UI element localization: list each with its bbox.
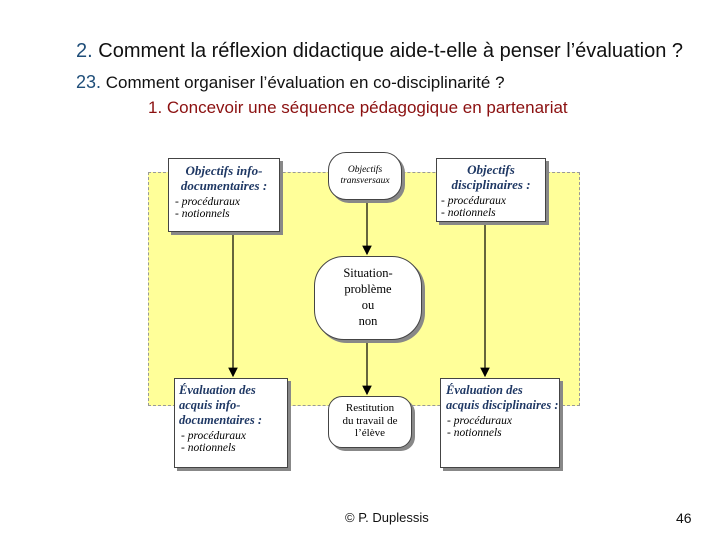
box-objectifs-disciplinaires [436, 158, 546, 222]
box-item: - procéduraux [441, 195, 507, 207]
box-item: - procéduraux [181, 430, 247, 442]
box-item: - procéduraux [175, 196, 241, 208]
box-line: ou [361, 298, 375, 312]
box-line: l’élève [355, 427, 385, 439]
section-title: Comment la réflexion didactique aide-t-elle à penser l’évaluation ? [98, 40, 684, 62]
box-title: Objectifs disciplinaires : [451, 162, 531, 192]
box-item: - procéduraux [447, 415, 513, 427]
box-restitution [328, 396, 412, 448]
box-line: du travail de [342, 414, 398, 427]
box-objectifs-transversaux [328, 152, 402, 200]
box-title: Objectifs transversaux [340, 165, 390, 186]
subsection-number: 23. [76, 72, 102, 92]
box-item: - notionnels [441, 207, 496, 219]
box-situation-probleme [314, 256, 422, 340]
box-title: Évaluation des acquis disciplinaires : [446, 383, 559, 412]
box-title: Évaluation des acquis info-documentaires : [179, 383, 262, 427]
box-evaluation-info-documentaires [174, 378, 288, 468]
box-item: - notionnels [447, 427, 502, 439]
box-evaluation-disciplinaires [440, 378, 560, 468]
footer-credit: © P. Duplessis [345, 510, 429, 525]
section-number: 2. [76, 40, 93, 62]
box-line: problème [344, 282, 392, 296]
box-objectifs-info-documentaires [168, 158, 280, 232]
page-number: 46 [676, 510, 692, 526]
box-item: - notionnels [175, 208, 230, 220]
box-line: non [358, 314, 378, 328]
box-item: - notionnels [181, 442, 236, 454]
box-line: Restitution [345, 402, 395, 414]
subsection-title: Comment organiser l’évaluation en co-disciplinarité ? [105, 73, 505, 92]
slide-subtitle: 1. Concevoir une séquence pédagogique en partenariat [148, 98, 568, 117]
box-title: Objectifs info-documentaires : [180, 163, 268, 193]
box-line: Situation- [343, 266, 393, 280]
